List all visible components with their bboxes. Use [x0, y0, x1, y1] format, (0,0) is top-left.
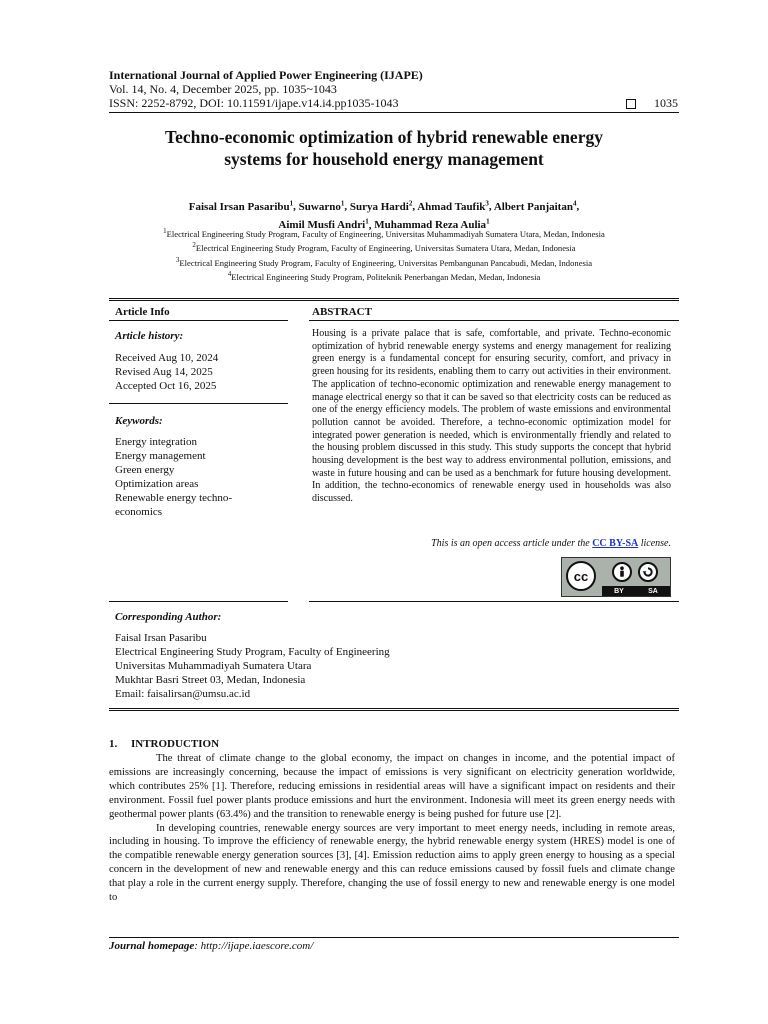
attribution-person-icon [612, 562, 632, 582]
creative-commons-icon: cc [566, 561, 596, 591]
share-alike-icon [638, 562, 658, 582]
info-top-rule-2 [109, 300, 679, 301]
keyword-item: Energy integration [115, 436, 197, 448]
article-dates [115, 351, 218, 393]
keyword-item: Renewable energy techno- [115, 492, 233, 504]
journal-issn-doi: ISSN: 2252-8792, DOI: 10.11591/ijape.v14.i4.pp1035-1043 [109, 96, 399, 110]
abstract-bottom-rule [309, 601, 679, 602]
received-date: Received Aug 10, 2024 [115, 352, 219, 364]
author: Surya Hardi$^2$ [349, 199, 413, 213]
square-icon [626, 99, 636, 109]
journal-volume: Vol. 14, No. 4, December 2025, pp. 1035~1043 [109, 82, 337, 96]
journal-name: International Journal of Applied Power Engineering (IJAPE) [109, 68, 423, 82]
history-rule [109, 403, 288, 404]
author: Aimil Musfi Andri$^1$ [278, 217, 369, 232]
keyword-item: Energy management [115, 450, 206, 462]
title-line-2: systems for household energy management [224, 149, 544, 169]
affiliation: $^1$Electrical Engineering Study Program, Faculty of Engineering, Universitas Muhammadiyah Sumatera Utara, Medan, Indonesia [163, 227, 605, 239]
corresponding-dept: Electrical Engineering Study Program, Faculty of Engineering [115, 646, 390, 658]
article-info-heading: Article Info [115, 306, 170, 318]
info-top-rule-1 [109, 298, 679, 299]
author: Ahmad Taufik$^3$ [417, 199, 489, 213]
homepage-url[interactable]: : http://ijape.iaescore.com/ [194, 940, 314, 952]
introduction-paragraph-2: In developing countries, renewable energy sources are very important to meet energy needs, including in remote areas, including in housing. To improve the efficiency of renewable energy, the hybrid renewable energy system (HRES) model is one of the compatible renewable energy generation sources [3], [4]. Emission reduction aims to apply green energy to housing as a special concern in the development of new and renewable energy and this can reduce emissions caused by fossil fuels and climate change that play a role in the current energy supply. Therefore, changing the use of fossil energy to new and renewable energy is one model to [109, 822, 675, 904]
abstract-heading: ABSTRACT [312, 306, 372, 318]
keyword-item: economics [115, 506, 163, 518]
affiliation: $^3$Electrical Engineering Study Program, Faculty of Engineering, Universitas Pembangunan Pancabudi, Medan, Indonesia [175, 255, 593, 268]
revised-date: Revised Aug 14, 2025 [115, 366, 213, 378]
affiliation: $^4$Electrical Engineering Study Program, Politeknik Penerbangan Medan, Medan, Indonesia [227, 270, 541, 282]
cc-by-sa-badge[interactable] [561, 557, 671, 597]
title-line-1: Techno-economic optimization of hybrid renewable energy [165, 127, 603, 147]
abstract-rule [309, 320, 679, 321]
accepted-date: Accepted Oct 16, 2025 [115, 380, 217, 392]
article-info-rule [109, 320, 288, 321]
keyword-item: Green energy [115, 464, 175, 476]
page-number-block [626, 96, 678, 111]
author-list: Faisal Irsan Pasaribu$^1$, Suwarno$^1$, Surya Hardi$^2$, Ahmad Taufik$^3$, Albert Panjaitan$^4$, Aimil Musfi Andri$^1$, Muhammad Reza Aulia$^1$ [188, 199, 580, 232]
badge-sa-label: SA [648, 587, 658, 595]
badge-label-bar [602, 586, 670, 596]
corresponding-author-heading: Corresponding Author: [115, 611, 222, 623]
keyword-list [115, 435, 232, 519]
author: Faisal Irsan Pasaribu$^1$ [188, 199, 294, 213]
introduction-body [109, 752, 675, 905]
author: Suwarno$^1$ [298, 199, 345, 213]
keyword-item: Optimization areas [115, 478, 199, 490]
license-line: This is an open access article under the CC BY-SA license. [431, 538, 671, 549]
journal-homepage [109, 940, 313, 952]
paper-title [100, 126, 668, 170]
affiliation: $^2$Electrical Engineering Study Program, Faculty of Engineering, Universitas Sumatera Utara, Medan, Indonesia [192, 241, 576, 254]
keywords-rule [109, 601, 288, 602]
abstract-text: Housing is a private palace that is safe, comfortable, and private. Techno-economic optimization of hybrid renewable energy systems and energy management for realizing green energy is a fundamental concept for ensuring security, comfort, and privacy in green housing for its residents, enabling them to carry out activities in their environment. The application of techno-economic optimization and renewable energy management to manage electrical energy so that it can be saved so that electricity costs can be reduced as one of the energy efficiency models. The problem of waste emissions and environmental pollution cannot be avoided. Therefore, a techno-economic optimization model for integrated power generation is needed, which is environmentally friendly and related to the housing problem discussed in this study. This study supports the concept that hybrid housing development is the best way to address environmental pollution, emissions, and waste in future housing and can be used as a benchmark for future housing development. In addition, the techno-economics of renewable energy used in households was also discussed. [312, 328, 671, 505]
corresponding-street: Mukhtar Basri Street 03, Medan, Indonesia [115, 674, 306, 686]
keywords-heading: Keywords: [115, 415, 163, 427]
introduction-heading: 1. INTRODUCTION [109, 738, 220, 750]
footer-rule [109, 937, 679, 938]
badge-by-label: BY [614, 587, 624, 595]
page-number: 1035 [654, 96, 678, 110]
homepage-label: Journal homepage [109, 940, 195, 952]
corresponding-author-details [115, 631, 390, 701]
license-link[interactable]: CC BY-SA [592, 538, 639, 549]
corresponding-univ: Universitas Muhammadiyah Sumatera Utara [115, 660, 312, 672]
corresponding-email: Email: faisalirsan@umsu.ac.id [115, 688, 251, 700]
corresponding-name: Faisal Irsan Pasaribu [115, 632, 207, 644]
corr-bottom-rule-1 [109, 708, 679, 709]
introduction-paragraph-1: The threat of climate change to the global economy, the impact on changes in income, and the potential impact of emissions are increasingly concerning, because the impact of emissions is very significant on electricity generation worldwide, which contributes 25% [1]. Therefore, reducing emissions in residential areas will have a significant impact on residents and their environment. Fossil fuel power plants produce emissions and hurt the environment. Indonesia will meet its green energy needs with geothermal power plants (63.4%) and the transition to renewable energy is being pushed for future use [2]. [109, 753, 675, 820]
article-history-heading: Article history: [115, 330, 184, 342]
author: Albert Panjaitan$^4$ [493, 199, 577, 213]
header-rule [109, 112, 679, 113]
author: Muhammad Reza Aulia$^1$ [374, 217, 490, 232]
corr-bottom-rule-2 [109, 710, 679, 711]
affiliation-list [100, 226, 668, 283]
